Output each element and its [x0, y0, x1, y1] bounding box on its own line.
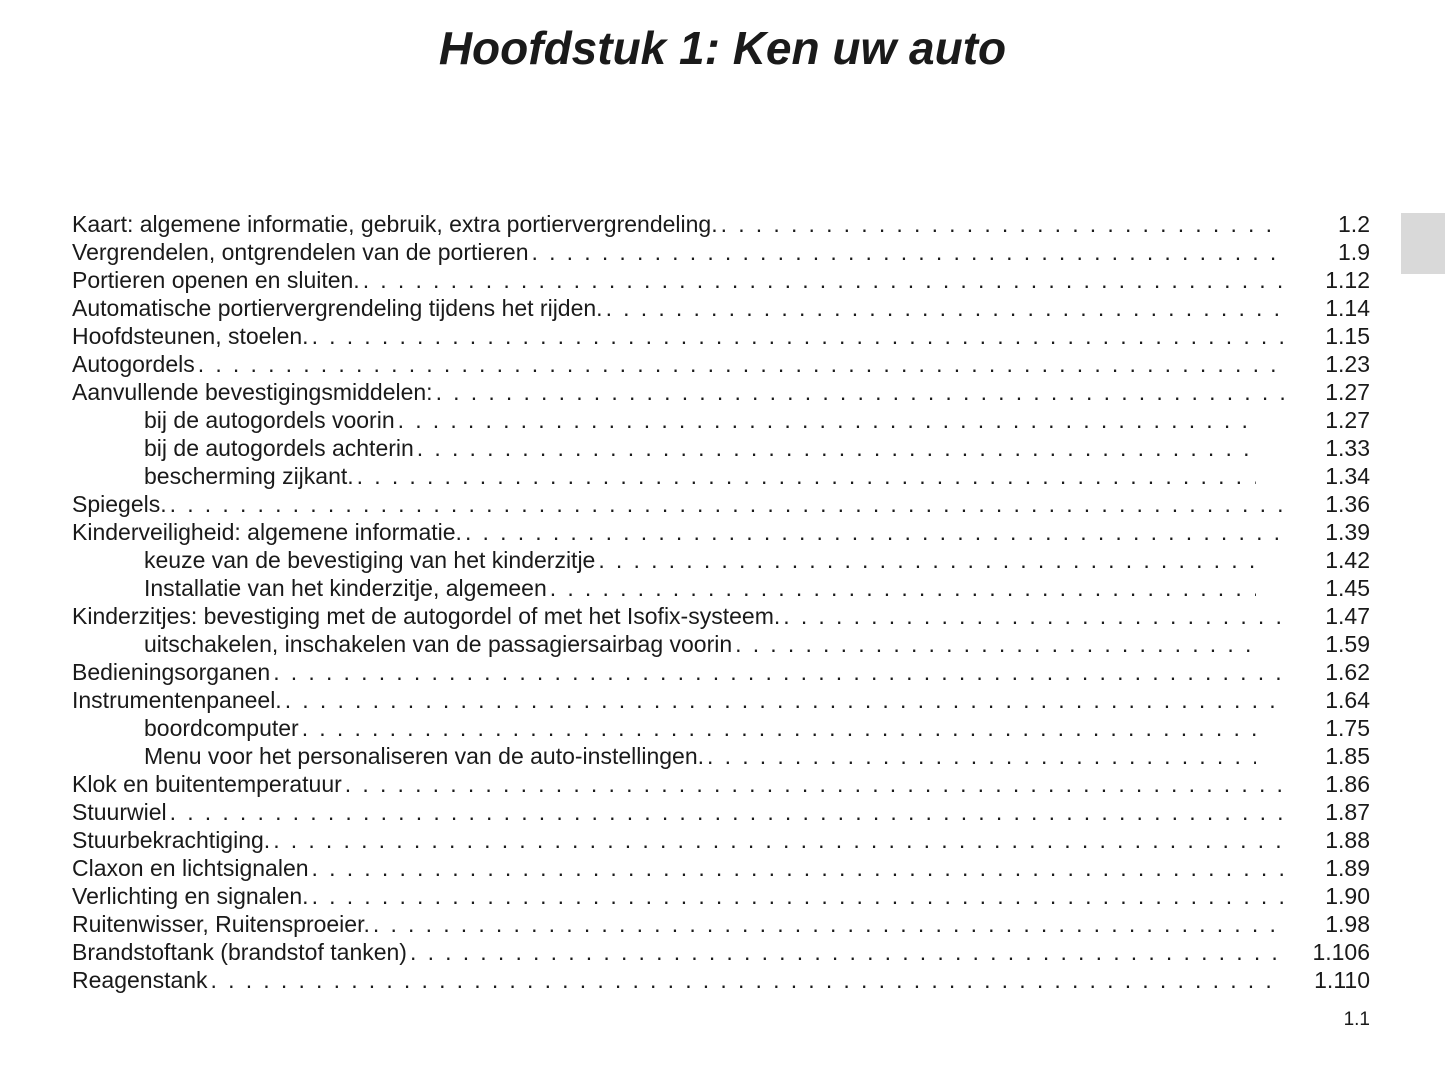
toc-dot-leader: [783, 602, 1284, 630]
toc-entry-label: Kinderzitjes: bevestiging met de autogordel of met het Isofix-systeem.: [72, 603, 781, 629]
toc-entry-label: Ruitenwisser, Ruitensproeier.: [72, 911, 370, 937]
toc-entry-label: Automatische portiervergrendeling tijdens het rijden.: [72, 295, 603, 321]
toc-entry[interactable]: [72, 322, 1370, 350]
toc-dot-leader: [312, 322, 1284, 350]
toc-entry[interactable]: [72, 686, 1370, 714]
toc-entry[interactable]: [72, 770, 1370, 798]
toc-entry-label: Vergrendelen, ontgrendelen van de portieren: [72, 239, 529, 265]
table-of-contents: [72, 210, 1370, 994]
toc-entry[interactable]: [72, 350, 1370, 378]
toc-entry[interactable]: [72, 602, 1370, 630]
toc-dot-leader: [312, 882, 1284, 910]
toc-entry-page: 1.39: [1325, 519, 1370, 545]
toc-entry[interactable]: [72, 238, 1370, 266]
toc-entry-label: Aanvullende bevestigingsmiddelen:: [72, 379, 433, 405]
toc-dot-leader: [302, 714, 1256, 742]
toc-entry-page: 1.110: [1314, 967, 1370, 993]
toc-entry[interactable]: [72, 882, 1370, 910]
toc-entry-page: 1.23: [1325, 351, 1370, 377]
toc-subentry[interactable]: [72, 462, 1370, 490]
toc-entry[interactable]: [72, 294, 1370, 322]
toc-dot-leader: [721, 210, 1284, 238]
toc-entry-label: keuze van de bevestiging van het kinderzitje: [144, 547, 596, 573]
toc-dot-leader: [273, 658, 1284, 686]
toc-dot-leader: [211, 966, 1284, 994]
toc-entry-label: Klok en buitentemperatuur: [72, 771, 342, 797]
toc-entry-page: 1.9: [1338, 239, 1370, 265]
toc-dot-leader: [345, 770, 1284, 798]
toc-subentry[interactable]: [72, 546, 1370, 574]
toc-entry-label: Verlichting en signalen.: [72, 883, 309, 909]
toc-entry-page: 1.47: [1325, 603, 1370, 629]
toc-entry[interactable]: [72, 518, 1370, 546]
toc-subentry[interactable]: [72, 574, 1370, 602]
toc-dot-leader: [417, 434, 1256, 462]
toc-entry-page: 1.2: [1338, 211, 1370, 237]
toc-subentry[interactable]: [72, 434, 1370, 462]
toc-entry[interactable]: [72, 210, 1370, 238]
toc-entry-label: Hoofdsteunen, stoelen.: [72, 323, 309, 349]
toc-dot-leader: [312, 854, 1284, 882]
toc-dot-leader: [465, 518, 1284, 546]
toc-subentry[interactable]: [72, 742, 1370, 770]
toc-entry-label: Stuurwiel: [72, 799, 167, 825]
toc-dot-leader: [170, 798, 1284, 826]
toc-entry[interactable]: [72, 826, 1370, 854]
toc-dot-leader: [363, 266, 1284, 294]
toc-entry-page: 1.89: [1325, 855, 1370, 881]
toc-entry-label: Stuurbekrachtiging.: [72, 827, 271, 853]
toc-dot-leader: [170, 490, 1284, 518]
toc-subentry[interactable]: [72, 630, 1370, 658]
toc-entry[interactable]: [72, 966, 1370, 994]
toc-dot-leader: [550, 574, 1256, 602]
toc-entry-label: bescherming zijkant.: [144, 463, 354, 489]
toc-entry-page: 1.90: [1325, 883, 1370, 909]
toc-entry-label: Kaart: algemene informatie, gebruik, extra portiervergrendeling.: [72, 211, 718, 237]
toc-entry-page: 1.88: [1325, 827, 1370, 853]
page-number: 1.1: [1343, 1009, 1370, 1030]
toc-entry-page: 1.42: [1325, 547, 1370, 573]
toc-entry-page: 1.86: [1325, 771, 1370, 797]
toc-dot-leader: [357, 462, 1256, 490]
toc-entry[interactable]: [72, 378, 1370, 406]
toc-entry[interactable]: [72, 854, 1370, 882]
toc-dot-leader: [285, 686, 1284, 714]
toc-entry-label: boordcomputer: [144, 715, 299, 741]
toc-subentry[interactable]: [72, 406, 1370, 434]
toc-dot-leader: [598, 546, 1256, 574]
toc-entry-page: 1.14: [1325, 295, 1370, 321]
toc-entry-page: 1.64: [1325, 687, 1370, 713]
toc-entry-label: Kinderveiligheid: algemene informatie.: [72, 519, 462, 545]
toc-entry[interactable]: [72, 266, 1370, 294]
toc-entry-label: Bedieningsorganen: [72, 659, 271, 685]
chapter-side-tab: [1401, 213, 1445, 274]
toc-entry-page: 1.27: [1325, 407, 1370, 433]
toc-entry-label: Portieren openen en sluiten.: [72, 267, 360, 293]
toc-entry-label: Reagenstank: [72, 967, 208, 993]
chapter-title: Hoofdstuk 1: Ken uw auto: [438, 22, 1007, 74]
toc-dot-leader: [735, 630, 1256, 658]
toc-entry[interactable]: [72, 798, 1370, 826]
toc-dot-leader: [398, 406, 1256, 434]
toc-entry-label: Brandstoftank (brandstof tanken): [72, 939, 407, 965]
toc-entry-label: Claxon en lichtsignalen: [72, 855, 309, 881]
toc-entry-page: 1.85: [1325, 743, 1370, 769]
toc-dot-leader: [606, 294, 1284, 322]
toc-entry-page: 1.59: [1325, 631, 1370, 657]
toc-entry-page: 1.27: [1325, 379, 1370, 405]
toc-entry-page: 1.62: [1325, 659, 1370, 685]
toc-entry-page: 1.36: [1325, 491, 1370, 517]
toc-dot-leader: [198, 350, 1284, 378]
toc-entry-page: 1.106: [1312, 939, 1370, 965]
toc-entry-page: 1.12: [1325, 267, 1370, 293]
toc-dot-leader: [436, 378, 1284, 406]
toc-entry-label: Spiegels.: [72, 491, 167, 517]
toc-dot-leader: [707, 742, 1256, 770]
toc-entry[interactable]: [72, 658, 1370, 686]
toc-entry-page: 1.45: [1325, 575, 1370, 601]
toc-entry[interactable]: [72, 490, 1370, 518]
toc-entry-label: Installatie van het kinderzitje, algemeen: [144, 575, 547, 601]
toc-dot-leader: [532, 238, 1284, 266]
toc-entry-label: bij de autogordels achterin: [144, 435, 414, 461]
toc-entry-page: 1.75: [1325, 715, 1370, 741]
toc-entry-page: 1.87: [1325, 799, 1370, 825]
toc-entry-page: 1.15: [1325, 323, 1370, 349]
toc-subentry[interactable]: [72, 714, 1370, 742]
toc-entry-label: Menu voor het personaliseren van de auto-instellingen.: [144, 743, 705, 769]
toc-entry-label: Instrumentenpaneel.: [72, 687, 282, 713]
toc-entry[interactable]: [72, 910, 1370, 938]
toc-entry-page: 1.34: [1325, 463, 1370, 489]
toc-dot-leader: [273, 826, 1284, 854]
toc-entry-label: bij de autogordels voorin: [144, 407, 395, 433]
toc-dot-leader: [410, 938, 1284, 966]
toc-entry[interactable]: [72, 938, 1370, 966]
toc-entry-page: 1.33: [1325, 435, 1370, 461]
toc-dot-leader: [373, 910, 1284, 938]
toc-entry-label: uitschakelen, inschakelen van de passagiersairbag voorin: [144, 631, 733, 657]
toc-entry-page: 1.98: [1325, 911, 1370, 937]
toc-entry-label: Autogordels: [72, 351, 195, 377]
